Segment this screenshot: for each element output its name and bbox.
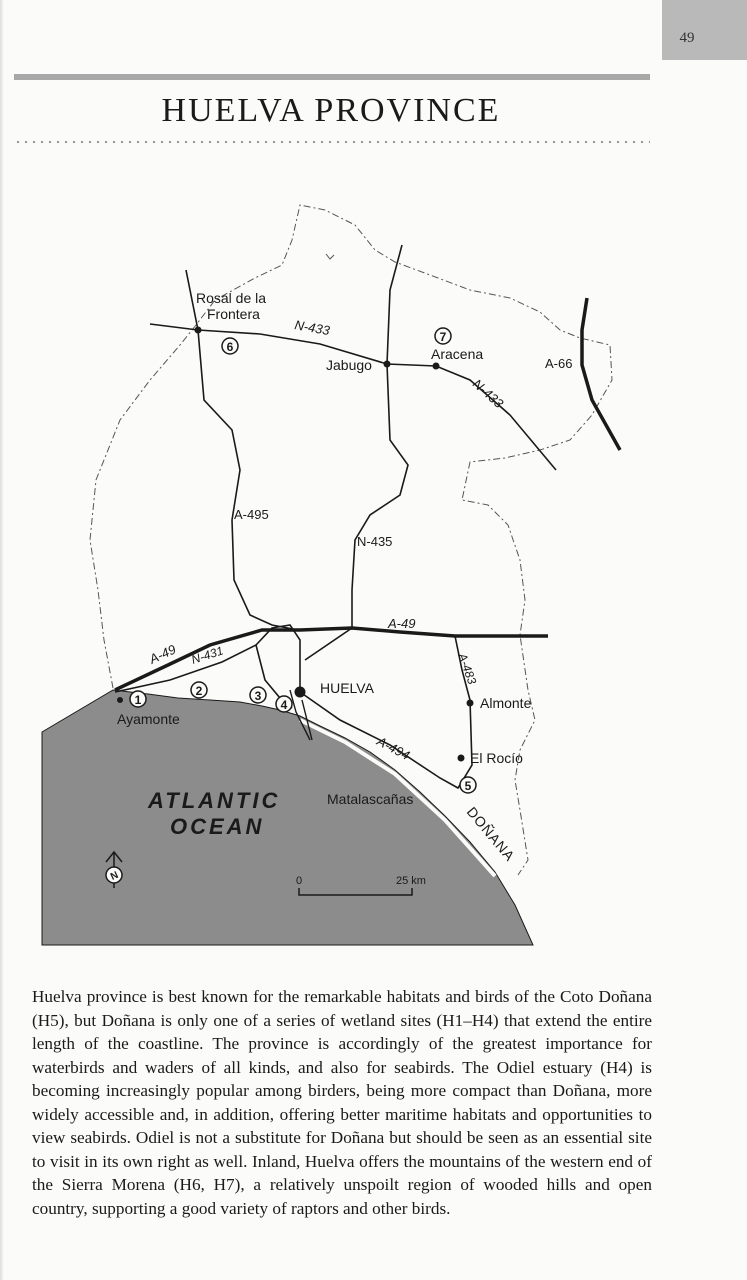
town-dot-almonte: [467, 700, 474, 707]
label-huelva: HUELVA: [320, 680, 374, 696]
atlantic-sea: [42, 690, 533, 945]
site-marker-4: [276, 696, 292, 712]
label-aracena: Aracena: [431, 346, 484, 362]
site-marker-1: [130, 691, 146, 707]
town-dot-ayamonte: [117, 697, 123, 703]
road-a66: [582, 298, 620, 450]
site-marker-7: [435, 328, 451, 344]
site-number: 2: [195, 684, 203, 698]
site-number: 3: [254, 689, 262, 703]
town-dot-jabugo: [384, 361, 391, 368]
site-number: 5: [464, 779, 472, 793]
road-label-n431: N-431: [189, 643, 226, 667]
road-label-n433-east: N-433: [469, 376, 507, 411]
road-label-a49-west: A-49: [146, 641, 179, 667]
town-dot-huelva: [295, 687, 306, 698]
intro-paragraph: Huelva province is best known for the remarkable habitats and birds of the Coto Doñana (H5), but Doñana is only one of a series of wetland sites (H1–H4) that extend the entire length of the coastline. The province is accordingly of the greatest importance for waterbirds and waders of all kinds, and also for seabirds. The Odiel estuary (H4) is becoming increasingly popular among birders, being more compact than Doñana, more widely accessible and, in addition, offering better maritime habitats and opportunities to view seabirds. Odiel is not a substitute for Doñana but should be seen as an essential site to visit in its own right as well. Inland, Huelva offers the mountains of the western end of the Sierra Morena (H6, H7), a relatively unspoilt region of wooded hills and open country, supporting a good variety of raptors and other birds.: [32, 987, 652, 1218]
compass-label: N: [109, 869, 121, 883]
page-title: HUELVA PROVINCE: [161, 92, 501, 129]
site-marker-5: [460, 777, 476, 793]
sea-label-2: OCEAN: [170, 814, 265, 839]
road-n435: [305, 245, 408, 660]
site-marker-3: [250, 687, 266, 703]
map-mark: [326, 254, 334, 259]
label-el-rocio: El Rocío: [470, 750, 523, 766]
dotted-divider: [14, 140, 650, 144]
road-label-a483: A-483: [455, 651, 480, 687]
label-ayamonte: Ayamonte: [117, 711, 180, 727]
label-rosal-2: Frontera: [207, 306, 260, 322]
label-matalascanas: Matalascañas: [327, 791, 414, 807]
site-number: 1: [134, 693, 142, 707]
label-jabugo: Jabugo: [326, 357, 372, 373]
town-dot-rosal: [195, 327, 202, 334]
donana-label: DOÑANA: [463, 803, 519, 865]
site-number: 6: [226, 340, 234, 354]
site-number: 7: [439, 330, 447, 344]
site-marker-6: [222, 338, 238, 354]
town-dot-el-rocio: [458, 755, 465, 762]
header-rule: [14, 74, 650, 80]
page-number: 49: [679, 30, 695, 46]
site-number: 4: [280, 698, 288, 712]
road-label-a49-east: A-49: [388, 616, 416, 631]
label-almonte: Almonte: [480, 695, 532, 711]
road-label-a66: A-66: [545, 356, 573, 371]
road-label-a494: A-494: [374, 733, 413, 763]
site-marker-2: [191, 682, 207, 698]
road-a495: [198, 330, 298, 630]
huelva-map: [0, 190, 662, 960]
label-rosal-1: Rosal de la: [196, 290, 267, 306]
road-label-n435: N-435: [357, 534, 393, 549]
road-label-a495: A-495: [234, 507, 269, 522]
sea-label-1: ATLANTIC: [148, 788, 281, 813]
scale-start-label: 0: [296, 875, 303, 887]
town-dot-aracena: [433, 363, 440, 370]
scale-end-label: 25 km: [396, 875, 426, 887]
road-label-n433-west: N-433: [293, 317, 331, 339]
